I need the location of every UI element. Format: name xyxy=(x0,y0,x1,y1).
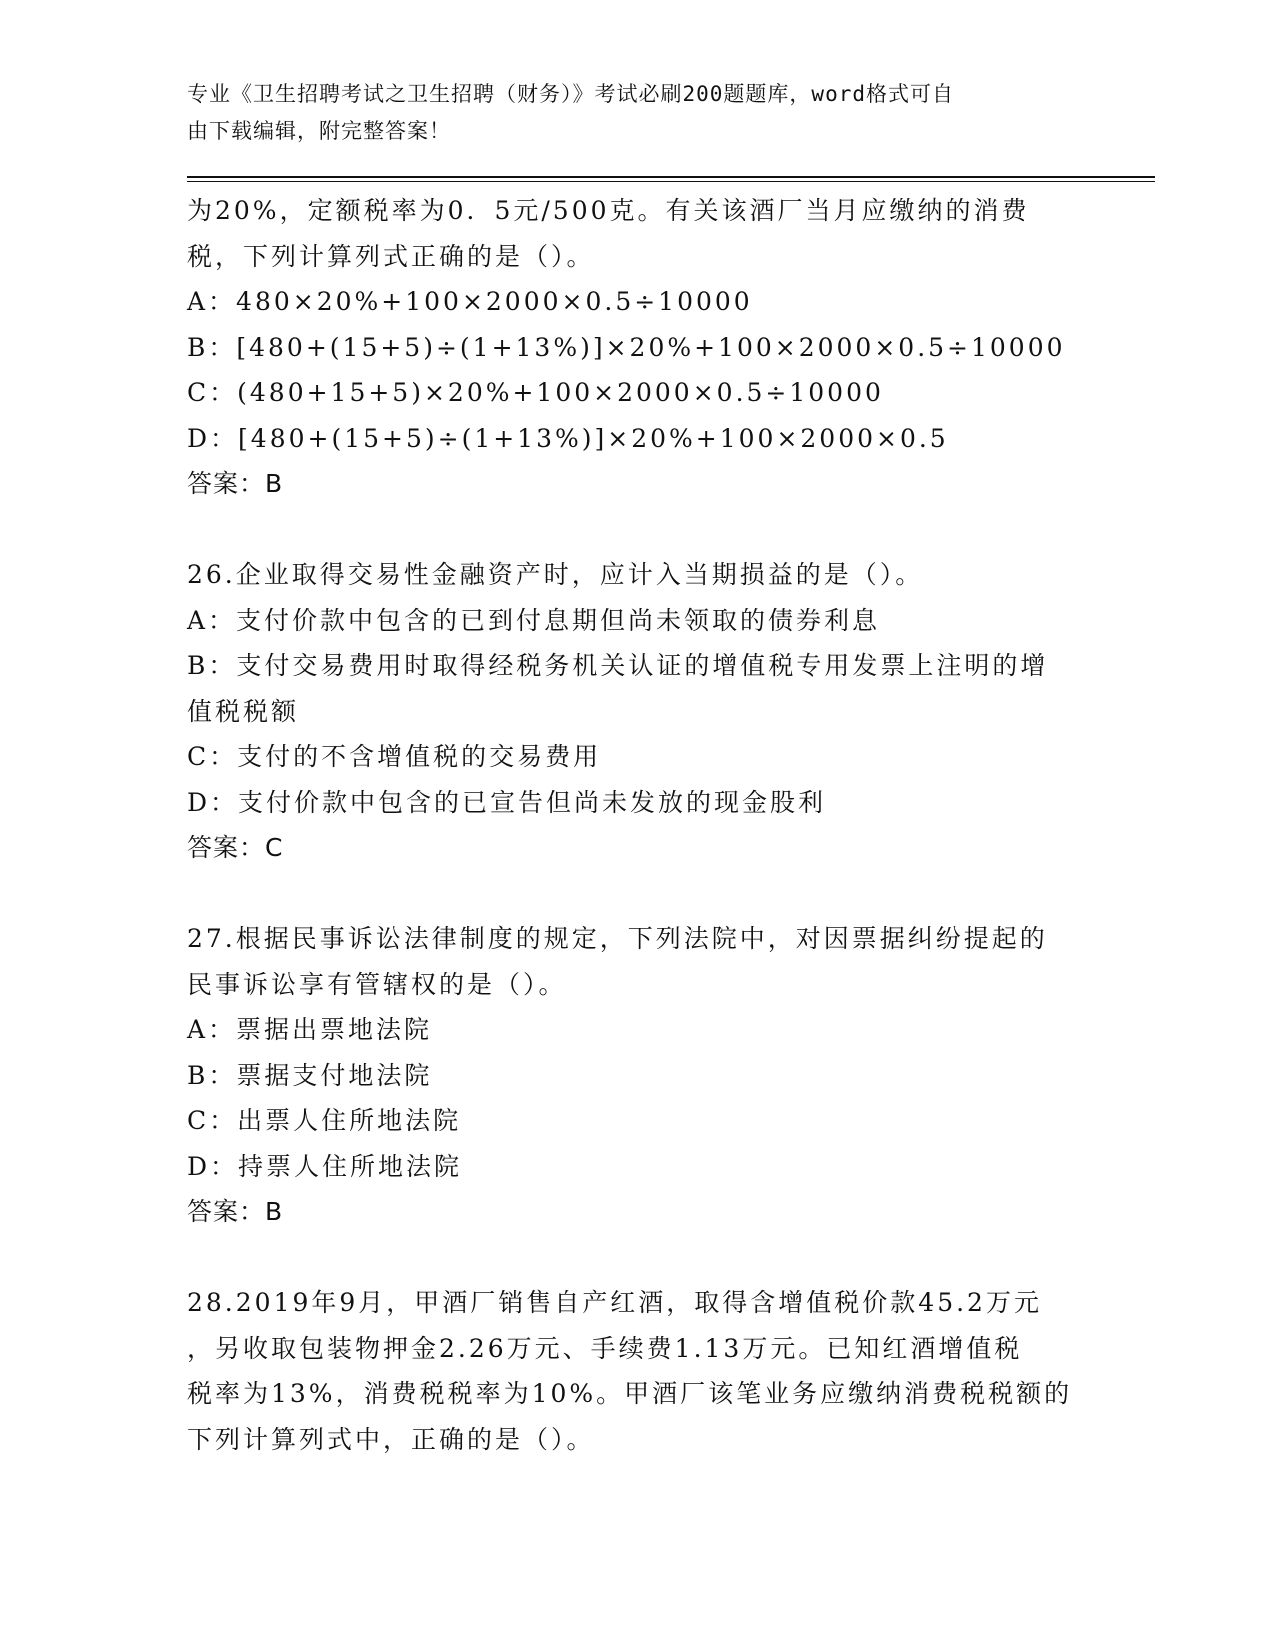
question-stem: 26.企业取得交易性金融资产时，应计入当期损益的是（）。 xyxy=(187,560,924,589)
option-b: B：票据支付地法院 xyxy=(187,1060,433,1090)
document-body xyxy=(187,188,1087,1462)
spacer xyxy=(187,871,1087,917)
header-divider-thin xyxy=(187,181,1155,182)
question-stem: 税率为13%，消费税税率为10%。甲酒厂该笔业务应缴纳消费税税额的 xyxy=(187,1379,1073,1408)
question-stem: 27.根据民事诉讼法律制度的规定，下列法院中，对因票据纠纷提起的 xyxy=(187,924,1048,953)
question-stem: 为20%，定额税率为0．5元/500克。有关该酒厂当月应缴纳的消费 xyxy=(187,196,1030,225)
question-stem: 税，下列计算列式正确的是（）。 xyxy=(187,241,595,271)
question-27 xyxy=(187,916,1087,1235)
option-d: D：持票人住所地法院 xyxy=(187,1151,463,1181)
question-stem: 民事诉讼享有管辖权的是（）。 xyxy=(187,969,567,999)
option-a: A：480×20%+100×2000×0.5÷10000 xyxy=(187,287,753,316)
header-title-line-2: 由下载编辑，附完整答案！ xyxy=(187,119,451,143)
answer-line: 答案：B xyxy=(187,469,284,498)
header-title-line-1: 专业《卫生招聘考试之卫生招聘（财务）》考试必刷200题题库，word格式可自 xyxy=(187,82,954,106)
option-a: A：支付价款中包含的已到付息期但尚未领取的债券利息 xyxy=(187,605,881,635)
option-b-continued: 值税税额 xyxy=(187,696,300,726)
spacer xyxy=(187,507,1087,553)
question-25-continued xyxy=(187,188,1087,507)
option-d: D：支付价款中包含的已宣告但尚未发放的现金股利 xyxy=(187,787,827,817)
question-28 xyxy=(187,1280,1087,1462)
option-b: B：[480+(15+5)÷(1+13%)]×20%+100×2000×0.5÷10000 xyxy=(187,332,1066,362)
option-d: D：[480+(15+5)÷(1+13%)]×20%+100×2000×0.5 xyxy=(187,423,949,453)
answer-line: 答案：B xyxy=(187,1197,284,1226)
option-b: B：支付交易费用时取得经税务机关认证的增值税专用发票上注明的增 xyxy=(187,651,1049,680)
option-c: C：(480+15+5)×20%+100×2000×0.5÷10000 xyxy=(187,378,884,407)
option-c: C：出票人住所地法院 xyxy=(187,1106,462,1135)
document-header xyxy=(187,76,1067,150)
question-stem: 下列计算列式中，正确的是（）。 xyxy=(187,1424,595,1454)
header-divider-thick xyxy=(187,176,1155,178)
option-c: C：支付的不含增值税的交易费用 xyxy=(187,742,602,771)
question-stem: 28.2019年9月，甲酒厂销售自产红酒，取得含增值税价款45.2万元 xyxy=(187,1288,1042,1317)
option-a: A：票据出票地法院 xyxy=(187,1015,433,1044)
spacer xyxy=(187,1235,1087,1281)
question-stem: ，另收取包装物押金2.26万元、手续费1.13万元。已知红酒增值税 xyxy=(187,1333,1023,1363)
answer-line: 答案：C xyxy=(187,833,284,862)
question-26 xyxy=(187,552,1087,871)
